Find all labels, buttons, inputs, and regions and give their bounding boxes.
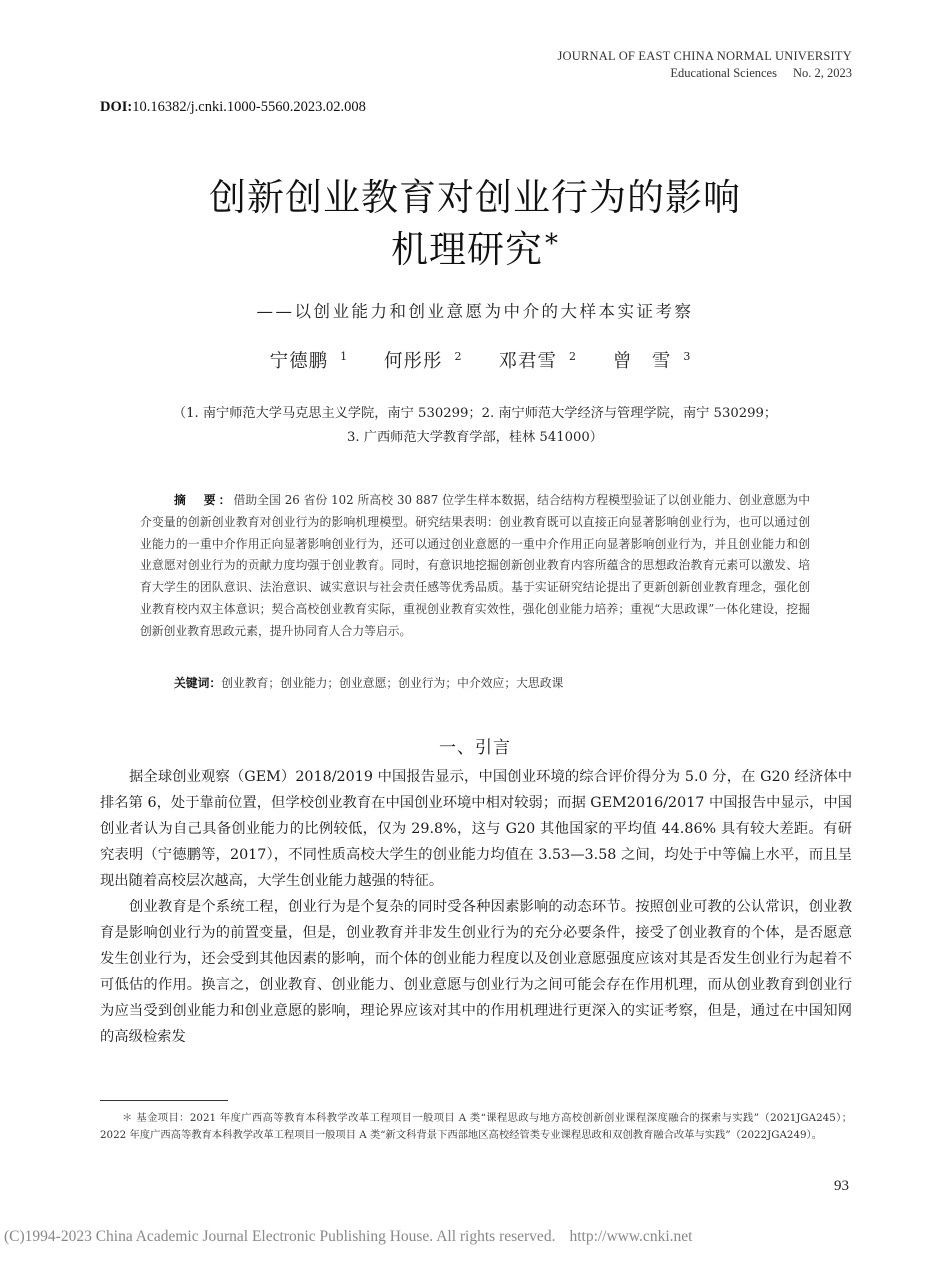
- body-text: [100, 764, 852, 1050]
- copyright-text: (C)1994-2023 China Academic Journal Electronic Publishing House. All rights reserved.: [4, 1228, 556, 1245]
- article-subtitle: ——以创业能力和创业意愿为中介的大样本实证考察: [256, 302, 694, 321]
- author-name: 邓君雪: [498, 351, 557, 372]
- footnote-divider: [100, 1100, 228, 1101]
- journal-issue: No. 2, 2023: [792, 66, 852, 80]
- paragraph: 创业教育是个系统工程，创业行为是个复杂的同时受各种因素影响的动态环节。按照创业可教的公认常识，创业教育是影响创业行为的前置变量，但是，创业教育并非发生创业行为的充分必要条件，接受了创业教育的个体，是否愿意发生创业行为，还会受到其他因素的影响，而个体的创业能力程度以及创业意愿强度应该对其是否发生创业行为起着不可低估的作用。换言之，创业教育、创业能力、创业意愿与创业行为之间可能会存在作用机理，而从创业教育到创业行为应当受到创业能力和创业意愿的影响，理论界应该对其中的作用机理进行更深入的实证考察，但是，通过在中国知网的高级检索发: [100, 899, 852, 1045]
- page-number: 93: [834, 1178, 849, 1194]
- affiliation-line-2: 3. 广西师范大学教育学部，桂林 541000）: [347, 430, 603, 445]
- doi-label: DOI:: [100, 99, 133, 115]
- title-footnote-mark: *: [545, 229, 559, 259]
- footnote: ＊ 基金项目：2021 年度广西高等教育本科教学改革工程项目一般项目 A 类“课程思政与地方高校创新创业课程深度融合的探索与实践”（2021JGA245）；2022 年度广西高等教育本科教学改革工程项目一般项目 A 类“新文科背景下西部地区高校经管类专业课程思政和双创教育融合改革与实践”（2022JGA249）。: [100, 1112, 852, 1141]
- copyright-watermark: [0, 1228, 950, 1246]
- keywords-text: 创业教育；创业能力；创业意愿；创业行为；中介效应；大思政课: [221, 676, 564, 690]
- author: [374, 351, 462, 372]
- author-affil-mark: 1: [340, 349, 348, 363]
- abstract-text: 借助全国 26 省份 102 所高校 30 887 位学生样本数据，结合结构方程模型验证了以创业能力、创业意愿为中介变量的创新创业教育对创业行为的影响机理模型。研究结果表明：创业教育既可以直接正向显著影响创业行为，也可以通过创业能力的一重中介作用正向显著影响创业行为，还可以通过创业意愿的一重中介作用正向显著影响创业行为，并且创业能力和创业意愿对创业行为的贡献力度均强于创业教育。同时，有意识地挖掘创新创业教育内容所蕴含的思想政治教育元素可以激发、培育大学生的团队意识、法治意识、诚实意识与社会责任感等优秀品质。基于实证研究结论提出了更新创新创业教育理念，强化创业教育校内双主体意识；契合高校创业教育实际，重视创业教育实效性，强化创业能力培养；重视“大思政课”一体化建设，挖掘创新创业教育思政元素，提升协同育人合力等启示。: [140, 493, 810, 638]
- journal-header: [557, 48, 852, 82]
- author-affil-mark: 2: [454, 349, 462, 363]
- author-affil-mark: 2: [568, 349, 576, 363]
- section-heading: 一、引言: [439, 738, 511, 758]
- author-name: 宁德鹏: [269, 351, 329, 372]
- author: [603, 351, 691, 372]
- journal-issue-line: [557, 65, 852, 82]
- journal-name: JOURNAL OF EAST CHINA NORMAL UNIVERSITY: [557, 49, 852, 63]
- keywords-label: 关键词：: [174, 676, 222, 690]
- title-line-1: 创新创业教育对创业行为的影响: [209, 176, 741, 219]
- author-name: 曾 雪: [612, 351, 672, 372]
- article-title: [0, 172, 950, 276]
- keywords: [174, 673, 814, 693]
- affiliations: [0, 402, 950, 450]
- author: [488, 351, 576, 372]
- journal-section: Educational Sciences: [670, 66, 777, 80]
- author: [260, 351, 348, 372]
- doi: [100, 99, 366, 116]
- author-list: [0, 347, 950, 373]
- affiliation-line-1: （1. 南宁师范大学马克思主义学院，南宁 530299；2. 南宁师范大学经济与管理学院，南宁 530299；: [172, 406, 778, 421]
- author-affil-mark: 3: [683, 349, 691, 363]
- doi-value: 10.16382/j.cnki.1000-5560.2023.02.008: [132, 99, 366, 115]
- abstract-label: 摘 要：: [174, 493, 234, 507]
- copyright-url[interactable]: http://www.cnki.net: [569, 1228, 693, 1245]
- paragraph: 据全球创业观察（GEM）2018/2019 中国报告显示，中国创业环境的综合评价得分为 5.0 分，在 G20 经济体中排名第 6，处于靠前位置，但学校创业教育在中国创业环境中相对较弱；而据 GEM2016/2017 中国报告中显示，中国创业者认为自己具备创业能力的比例较低，仅为 29.8%，这与 G20 其他国家的平均值 44.86% 具有较大差距。有研究表明（宁德鹏等，2017），不同性质高校大学生的创业能力均值在 3.53—3.58 之间，均处于中等偏上水平，而且呈现出随着高校层次越高，大学生创业能力越强的特征。: [100, 769, 852, 889]
- author-name: 何彤彤: [384, 351, 443, 372]
- title-line-2-text: 机理研究: [391, 228, 543, 271]
- abstract: [140, 490, 810, 643]
- title-line-2: [0, 224, 950, 276]
